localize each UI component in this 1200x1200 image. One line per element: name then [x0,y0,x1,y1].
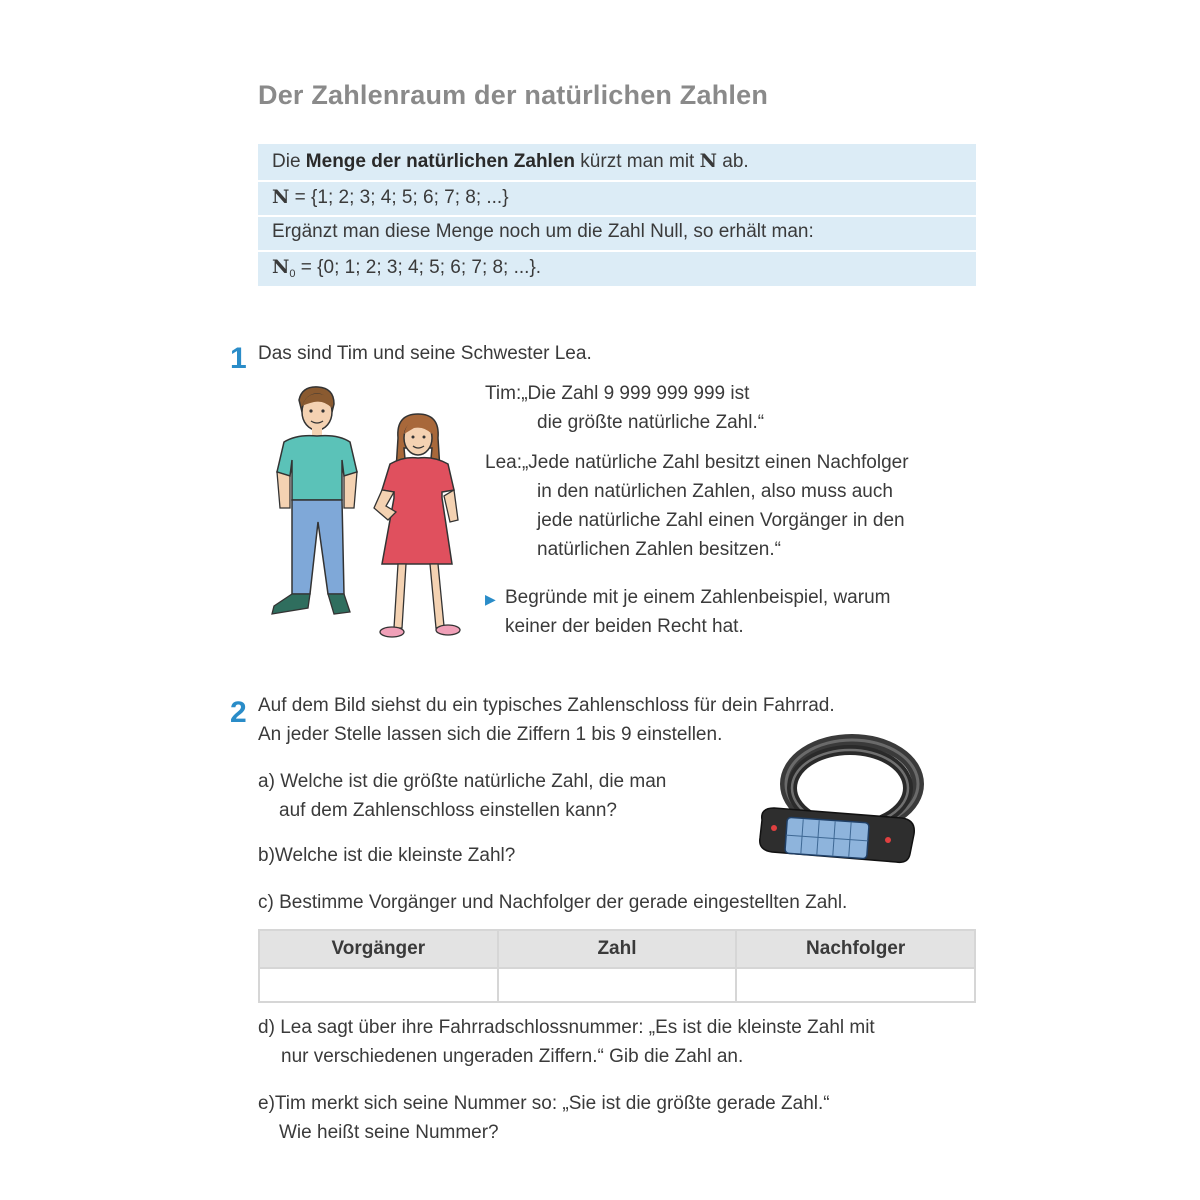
tim-quote-line-2: die größte natürliche Zahl.“ [537,412,765,433]
definition-line-4 [272,256,541,280]
subtask-text: Lea sagt über ihre Fahrradschlossnummer: „Es ist die kleinste Zahl mit [280,1017,875,1038]
subtask-label: e) [258,1093,275,1114]
task-2d-line-2: nur verschiedenen ungeraden Ziffern.“ Gib die Zahl an. [281,1046,744,1067]
task-2e-line-2: Wie heißt seine Nummer? [279,1122,499,1143]
subtask-text: Bestimme Vorgänger und Nachfolger der gerade eingestellten Zahl. [279,892,848,913]
task-2a-line-2: auf dem Zahlenschloss einstellen kann? [279,800,617,821]
table-header-row [259,930,975,968]
predecessor-successor-table [258,929,976,1003]
speaker-label-tim: Tim: [485,383,522,404]
subtask-label: b) [258,845,275,866]
natural-numbers-symbol: N [699,150,717,172]
definition-box [258,144,976,286]
set-notation: = {0; 1; 2; 3; 4; 5; 6; 7; 8; ...}. [295,257,542,278]
subscript-zero: 0 [289,268,296,280]
subtask-text: Tim merkt sich seine Nummer so: „Sie ist die größte gerade Zahl.“ [274,1093,830,1114]
quote-text: „Die Zahl 9 999 999 999 ist [521,383,750,404]
definition-text: kürzt man mit [575,151,700,172]
natural-numbers-symbol: N [272,186,290,208]
divider [258,215,976,217]
task-2-intro-line-1: Auf dem Bild siehst du ein typisches Zahlenschloss für dein Fahrrad. [258,695,835,716]
task-2c-line-1 [258,892,847,914]
column-header-successor: Nachfolger [736,930,975,968]
answer-cell-successor[interactable] [736,968,975,1002]
definition-line-2 [272,186,509,209]
definition-line-3: Ergänzt man diese Menge noch um die Zahl Null, so erhält man: [272,221,814,242]
task-2-number: 2 [230,696,247,729]
answer-cell-predecessor[interactable] [259,968,498,1002]
speaker-label-lea: Lea: [485,452,522,473]
definition-line-1 [272,150,749,173]
task-1-assignment-line-1: Begründe mit je einem Zahlenbeispiel, warum [505,587,891,608]
task-2-intro-line-2: An jeder Stelle lassen sich die Ziffern 1 bis 9 einstellen. [258,724,723,745]
lea-quote-line-4: natürlichen Zahlen besitzen.“ [537,539,781,560]
table-row [259,968,975,1002]
tim-quote-line-1 [485,383,749,405]
subtask-label: d) [258,1017,275,1038]
divider [258,250,976,252]
task-1-assignment-line-2: keiner der beiden Recht hat. [505,616,744,637]
definition-text: ab. [716,151,749,172]
subtask-label: c) [258,892,274,913]
answer-cell-number[interactable] [498,968,737,1002]
subtask-text: Welche ist die größte natürliche Zahl, die man [280,771,667,792]
task-1-number: 1 [230,342,247,375]
subtask-text: Welche ist die kleinste Zahl? [274,845,516,866]
bike-combination-lock-illustration [752,728,927,870]
girl-illustration [368,408,468,644]
column-header-number: Zahl [498,930,737,968]
divider [258,180,976,182]
task-1-intro: Das sind Tim und seine Schwester Lea. [258,343,592,364]
natural-numbers-symbol: N [272,256,290,278]
lea-quote-line-1 [485,452,909,474]
triangle-bullet-icon: ▶ [485,591,496,607]
column-header-predecessor: Vorgänger [259,930,498,968]
lea-quote-line-2: in den natürlichen Zahlen, also muss auch [537,481,893,502]
subtask-label: a) [258,771,275,792]
definition-text: Die [272,151,306,172]
set-notation: = {1; 2; 3; 4; 5; 6; 7; 8; ...} [289,187,509,208]
quote-text: „Jede natürliche Zahl besitzt einen Nachfolger [521,452,909,473]
lea-quote-line-3: jede natürliche Zahl einen Vorgänger in den [537,510,905,531]
task-2a-line-1 [258,771,666,793]
task-2b-line-1 [258,845,515,867]
definition-bold-term: Menge der natürlichen Zahlen [305,151,576,172]
page-title: Der Zahlenraum der natürlichen Zahlen [258,80,769,110]
task-2e-line-1 [258,1093,830,1115]
task-2d-line-1 [258,1017,875,1039]
boy-illustration [262,382,367,622]
